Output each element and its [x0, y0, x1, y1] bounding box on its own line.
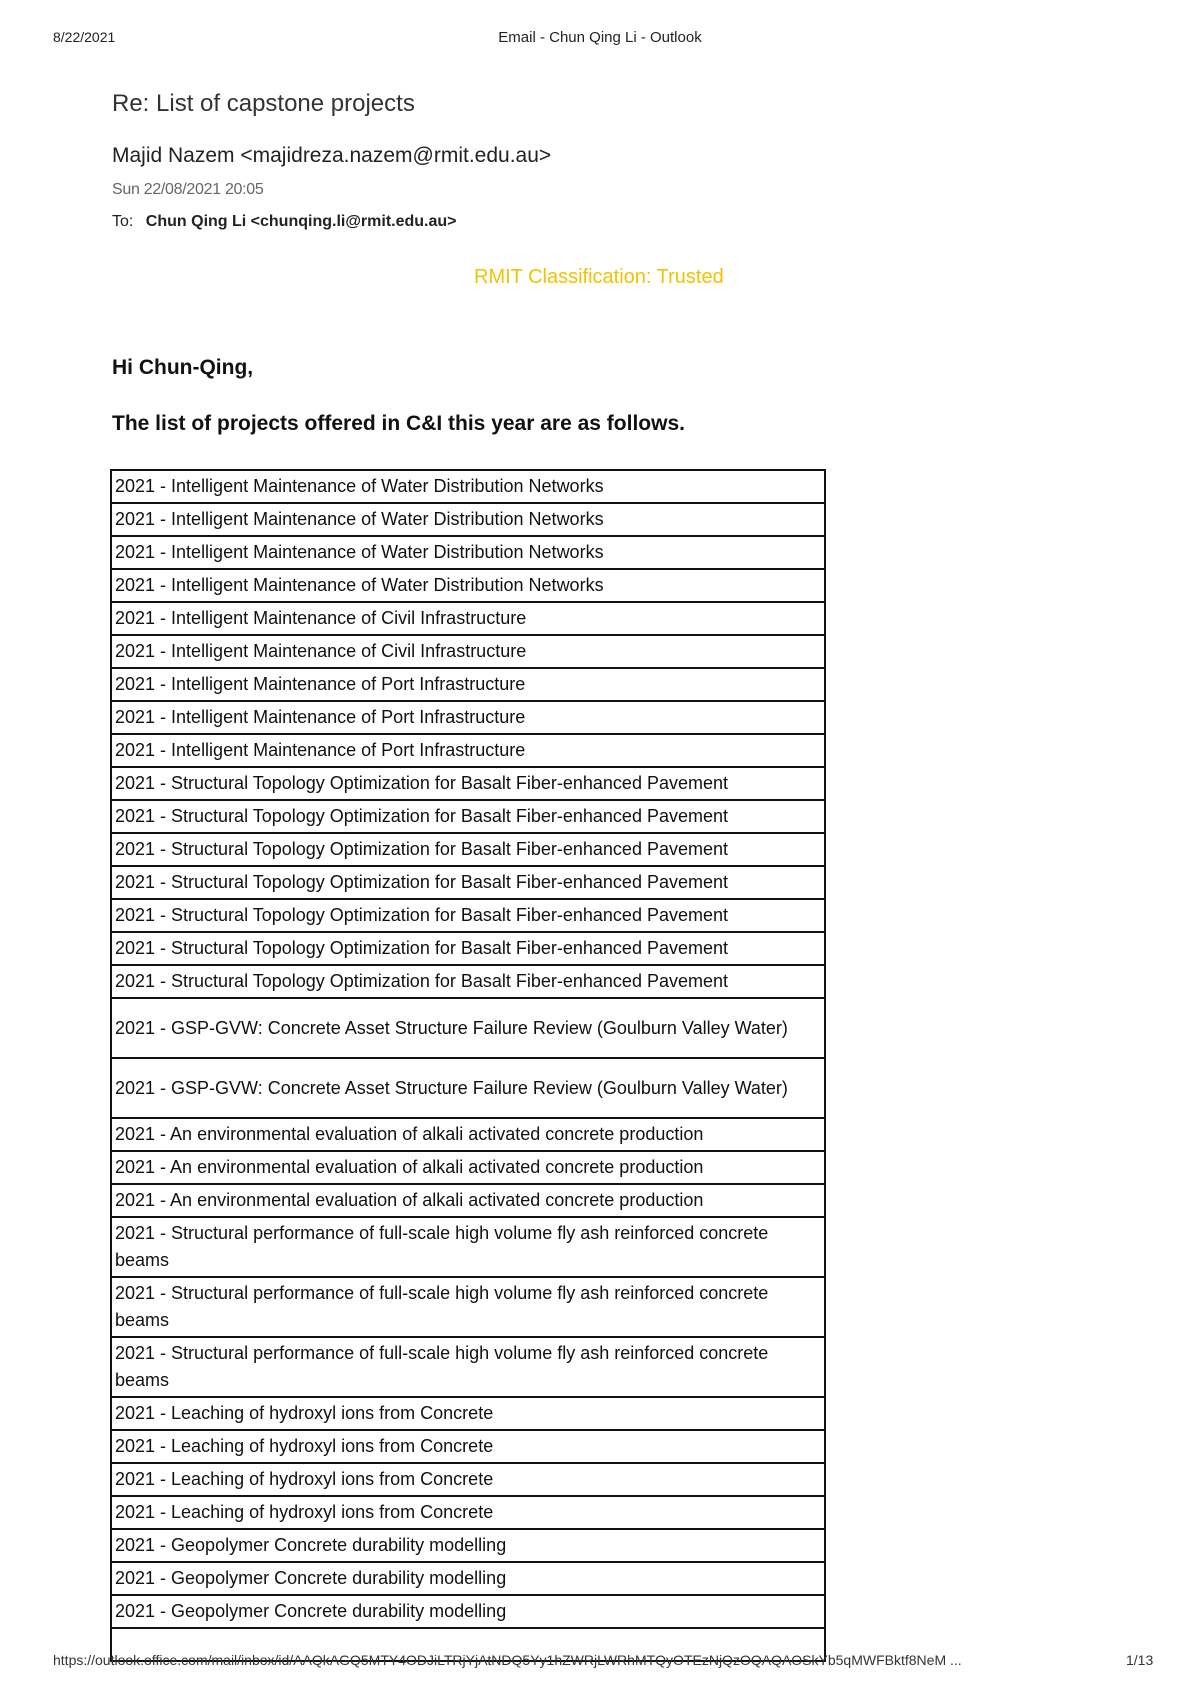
- table-row: [111, 767, 825, 800]
- table-row: [111, 569, 825, 602]
- project-cell: 2021 - Structural Topology Optimization for Basalt Fiber-enhanced Pavement: [111, 833, 825, 866]
- table-row: [111, 734, 825, 767]
- table-row: [111, 1397, 825, 1430]
- project-cell: 2021 - Intelligent Maintenance of Water Distribution Networks: [111, 536, 825, 569]
- projects-table: [110, 469, 826, 1662]
- to-recipient[interactable]: Chun Qing Li <chunqing.li@rmit.edu.au>: [145, 213, 457, 230]
- project-cell: 2021 - Intelligent Maintenance of Civil Infrastructure: [111, 635, 825, 668]
- table-row: [111, 602, 825, 635]
- project-cell: 2021 - Structural Topology Optimization for Basalt Fiber-enhanced Pavement: [111, 800, 825, 833]
- to-label: To:: [112, 213, 134, 230]
- project-cell: 2021 - Intelligent Maintenance of Port Infrastructure: [111, 668, 825, 701]
- table-row: [111, 1277, 825, 1337]
- project-cell: 2021 - Intelligent Maintenance of Water Distribution Networks: [111, 503, 825, 536]
- table-row: [111, 536, 825, 569]
- table-row: [111, 866, 825, 899]
- email-subject: Re: List of capstone projects: [112, 90, 415, 117]
- print-footer-url: https://outlook.office.com/mail/inbox/id/AAQkAGQ5MTY4ODJiLTRjYjAtNDQ5Yy1hZWRjLWRhMTQyOTEzNjQzOQAQAOSkYb5qMWFBktf8NeM ...: [53, 1652, 962, 1668]
- table-row: [111, 1337, 825, 1397]
- project-cell: 2021 - Intelligent Maintenance of Civil Infrastructure: [111, 602, 825, 635]
- email-sender[interactable]: Majid Nazem <majidreza.nazem@rmit.edu.au>: [112, 144, 552, 167]
- project-cell: 2021 - Geopolymer Concrete durability modelling: [111, 1595, 825, 1628]
- table-row: [111, 1151, 825, 1184]
- project-cell: 2021 - An environmental evaluation of alkali activated concrete production: [111, 1151, 825, 1184]
- table-row: [111, 1529, 825, 1562]
- table-row: [111, 800, 825, 833]
- table-row: [111, 1184, 825, 1217]
- table-row: [111, 965, 825, 998]
- table-row: [111, 1430, 825, 1463]
- table-row: [111, 503, 825, 536]
- print-date: 8/22/2021: [53, 29, 116, 45]
- project-cell: 2021 - Structural Topology Optimization for Basalt Fiber-enhanced Pavement: [111, 932, 825, 965]
- project-cell: 2021 - Leaching of hydroxyl ions from Concrete: [111, 1463, 825, 1496]
- print-page-title: Email - Chun Qing Li - Outlook: [498, 29, 702, 46]
- table-row: [111, 1058, 825, 1118]
- table-row: [111, 932, 825, 965]
- project-cell: 2021 - GSP-GVW: Concrete Asset Structure Failure Review (Goulburn Valley Water): [111, 998, 825, 1058]
- table-row: [111, 701, 825, 734]
- project-cell: 2021 - Intelligent Maintenance of Port Infrastructure: [111, 701, 825, 734]
- project-cell: 2021 - Structural performance of full-scale high volume fly ash reinforced concrete beams: [111, 1277, 825, 1337]
- table-row: [111, 1562, 825, 1595]
- table-row: [111, 470, 825, 503]
- table-row: [111, 1118, 825, 1151]
- project-cell: 2021 - Structural Topology Optimization for Basalt Fiber-enhanced Pavement: [111, 965, 825, 998]
- project-cell: 2021 - Leaching of hydroxyl ions from Concrete: [111, 1397, 825, 1430]
- project-cell: 2021 - Structural performance of full-scale high volume fly ash reinforced concrete beams: [111, 1337, 825, 1397]
- email-greeting: Hi Chun-Qing,: [112, 356, 254, 379]
- project-cell: 2021 - An environmental evaluation of alkali activated concrete production: [111, 1118, 825, 1151]
- email-intro: The list of projects offered in C&I this year are as follows.: [112, 412, 685, 435]
- project-cell: 2021 - Leaching of hydroxyl ions from Concrete: [111, 1430, 825, 1463]
- project-cell: 2021 - Geopolymer Concrete durability modelling: [111, 1529, 825, 1562]
- table-row: [111, 899, 825, 932]
- project-cell: 2021 - Structural Topology Optimization for Basalt Fiber-enhanced Pavement: [111, 767, 825, 800]
- project-cell: 2021 - Structural Topology Optimization for Basalt Fiber-enhanced Pavement: [111, 899, 825, 932]
- classification-label: RMIT Classification: Trusted: [474, 266, 724, 288]
- table-row: [111, 635, 825, 668]
- project-cell: 2021 - Leaching of hydroxyl ions from Concrete: [111, 1496, 825, 1529]
- table-row: [111, 1463, 825, 1496]
- project-cell: 2021 - Geopolymer Concrete durability modelling: [111, 1562, 825, 1595]
- page-number: 1/13: [1126, 1652, 1154, 1668]
- table-row: [111, 1595, 825, 1628]
- table-row: [111, 1217, 825, 1277]
- project-cell: 2021 - Structural performance of full-scale high volume fly ash reinforced concrete beams: [111, 1217, 825, 1277]
- table-row: [111, 998, 825, 1058]
- project-cell: 2021 - Intelligent Maintenance of Port Infrastructure: [111, 734, 825, 767]
- project-cell: 2021 - An environmental evaluation of alkali activated concrete production: [111, 1184, 825, 1217]
- project-cell: 2021 - GSP-GVW: Concrete Asset Structure Failure Review (Goulburn Valley Water): [111, 1058, 825, 1118]
- project-cell: 2021 - Intelligent Maintenance of Water Distribution Networks: [111, 470, 825, 503]
- email-date: Sun 22/08/2021 20:05: [112, 181, 264, 198]
- table-row: [111, 668, 825, 701]
- table-row: [111, 833, 825, 866]
- table-row: [111, 1496, 825, 1529]
- email-recipients: [112, 213, 457, 231]
- project-cell: 2021 - Intelligent Maintenance of Water Distribution Networks: [111, 569, 825, 602]
- projects-table-body: [111, 470, 825, 1661]
- project-cell: 2021 - Structural Topology Optimization for Basalt Fiber-enhanced Pavement: [111, 866, 825, 899]
